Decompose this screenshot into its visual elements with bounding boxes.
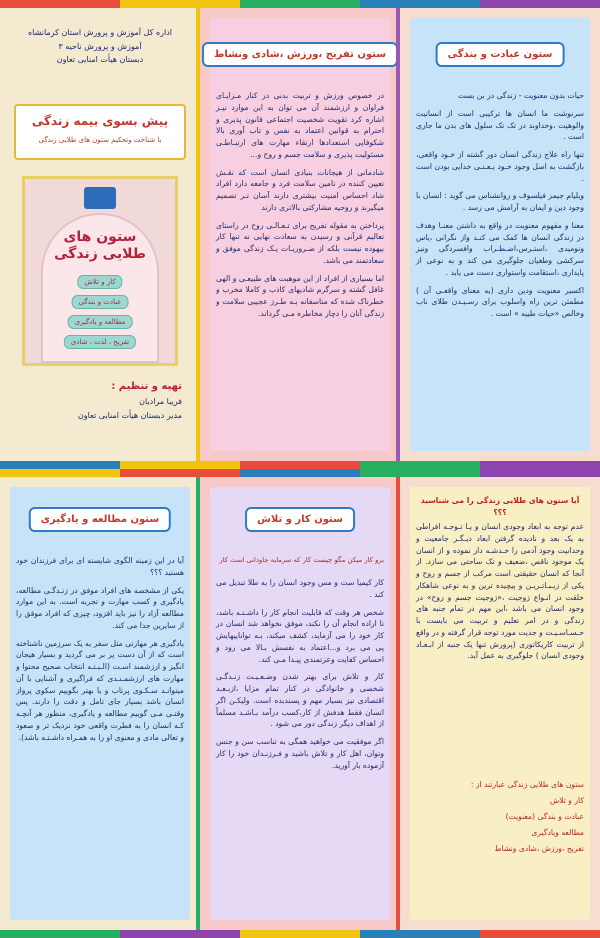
paragraph: اکسیر معنویت ودین داری (به معنای واقعـی آن ) مطمئن ترین راه واسلوب برای رسـیـدن طلای ناب وخالص «حیات طیبه » است . [416,285,584,319]
pillar-pill: کار و تلاش [77,275,122,289]
list-title: ستون های طلایی زندگی عبارتند از : [470,780,584,789]
fun-body [216,90,384,326]
author-credit [18,378,182,422]
paragraph: تنها راه علاج زندگی انسان دور گشته از خـود واقعی، بازگشت به اصل وجود خـود یـعـنـی خدایی بودن است . [416,150,584,183]
study-body [16,555,184,749]
paragraph: در خصوص ورزش و تربیت بدنی در کنار مـزایـای فراوان و ارزشمند آن می توان به این موارد نیـز اشاره کرد تقویت شخصیت اجتماعی قانون پذیری و احترام به قوانین اعتماد به نفس و تاب آوری بالا شکوفایی استعدادها ارتقاء مهارت های ارتبـاطـی مسئولیت پذیری و سلامت جسم و روح و... [216,91,384,159]
color-stripe [0,461,600,469]
pillars-panel [400,477,600,930]
pillars-list [416,777,584,857]
paragraph: اگر موفقیت می خواهید همگی به تناسب سن و جنس وتوان، اهل کار و تلاش باشید و فـرزنـدان خود را کار آزموده بار آورید. [216,737,384,770]
paragraph: یکی از مشخصه های افراد موفق در زنـدگـی مطالعه، یادگیری و کسب مهارت و تجربه است. به این موارد مطالعه آزاد را نیز باید افزود، چیزی که افراد موفق را از سایرین جدا می کند. [16,585,184,630]
org-line: اداره کل آموزش و پرورش استان کرمانشاه [27,28,173,37]
list-item: مطالعه ویادگیری [531,827,584,837]
org-line: دبستان هیأت امنایی تعاون [56,55,144,65]
cover-subtitle: با شناخت وتحکیم ستون های طلایی زندگی [38,136,162,144]
paragraph: پرداختن به مقوله تفریح برای تـعـالـی روح در راستای تعالیم قرآنی و رسیدن به سعادت نهایی نه تنها کار بیهوده نیست بلکه از ضـروریـات یـک زندگی موفق و سعادتمند می باشد. [216,220,384,265]
illustration-title-line: طلایی زندگی [54,245,146,262]
color-stripe [0,469,600,477]
color-stripe [0,0,600,8]
illustration-title [25,229,175,263]
pillar-pill: عبادت و بندگی [72,295,129,309]
paragraph: یادگیری هر مهارتی مثل سفر به یک سرزمین ناشناخته است که از آن دست پر بر می گردید و بسیار هیجان انگیز و ارزشمند اسـت (الـبـتـه انتخاب صحیح محتوا و مهارت های ارزشمـنـدی که فراگیری و آشنایی با آن میتوانـد سـکـوی پرتاب و یا بهتر بگوییم سکوی پرواز انسان باشد بسیار جای تامل و دقت را دارند. پس وقتـی مـی گوییم مطالعه و یادگیری، منظور هر آنچـه کـه انسان را به فطرت واقعی خود نزدیک تر و صعود و تعالی مادی و معنوی او را به همـراه داشـتـه باشد). [16,638,184,742]
paragraph: آیا در این زمینه الگوی شایسته ای برای فرزندان خود هستید ؟؟؟ [16,556,184,577]
paragraph: شخص هر وقت که قابلیت انجام کار را داشـتـه باشد، تا اراده انجام آن را نکند، موفق نخواهد شد انسان در کار خود را می آزماید، کشف میکند، بـه تواناییهایش پی می برد و...اعتماد به نفسش بـالا می رود و احساس کفایت وعزتمندی پیـدا مـی کند. [216,607,384,664]
pillar-pill: تفریح ، لذت ، شادی [64,335,136,349]
study-heading: ستون مطالعه و یادگیری [29,507,171,532]
work-quote: برو کار میکن مگو چیست کار که سرمایه جاودانی است کار [219,556,384,564]
work-panel [200,477,400,930]
paragraph: ویلیام جیمز فیلسوف و روانشناس می گوید : انسان با وجود دین و ایمان به آرامش می رسد . [416,191,584,213]
paragraph: سرنوشت ما انسان ها ترکیبی است از انسانیت والوهیت ،وخداوند در تک تک سلول های بدن ما جاری است . [416,108,584,142]
paragraph: کار کیمیا ست و مس وجود انسان را به طلا تبدیل می کند . [216,578,384,599]
cover-panel [0,8,200,461]
fun-panel [200,8,400,461]
list-item: تفریح ،ورزش ،شادی ونشاط [494,843,584,853]
study-panel [0,477,200,930]
author-name: فریبا مرادیان [139,397,182,406]
worship-panel [400,8,600,461]
paragraph: حیات بدون معنویت - زندگی در بن بست [458,91,584,100]
cover-title-box [14,104,186,160]
work-body [216,577,384,777]
paragraph: شادمانی از هیجانات بنیادی انسان است که نقـش تعیین کننده در تامین سلامت فرد و جامعه دارد افراد شاد احساس امنیت بیشتری دارند آسان تـر تصمیم میگیرند و روحیه مشارکتی بالاتری دارند [216,167,384,212]
pillars-body [416,521,584,668]
color-stripe [0,930,600,938]
brochure-inside [0,469,600,938]
paragraph: معنا و مفهوم معنویت در واقع به داشتن معنـا وهدف در زندگی انسان ها کمک می کنـد واز نگرانی ،یاس ونومیدی ،استـرس،اضـطـراب وافسردگی ونیز سرکشی وطغیان جلوگیری می کند و به نوعی از پایداری ،استقامت واستواری دست می یابد . [416,220,584,277]
credit-label: تهیه و تنظیم : [111,381,182,392]
worship-heading: ستون عبادت و بندگی [436,42,565,67]
illustration-title-line: ستون های [63,229,137,245]
paragraph: عدم توجه به ابعاد وجودی انسان و یـا تـوجـه افراطی به یک بعد و نادیده گرفتن ابعاد دیـگـر جامعیت و وحدانیت وجود آدمی را خـدشـه دار نموده و از انسان یک موجود ناقص ،ضعیف و تک ساحتی می سازد. از آنجا که انسان حقیقتی است مرکب از جسم و روح و یکی از زیـبـاتـریـن و پیچیده ترین و به نوعی شاهکار خلقت در انـواع زوجیت ،«زوجیت جسم و روح» در وجود انسان می باشد ،این مهم در تمام جنبه های زندگی و در امر تعلیم و تربیت می بایست با حـسـاسـیـت و جدیت مورد توجه قرار گرفته و در واقع از تربیت کاریکاتوری (پرورش تنها یک جنبه از ابـعـاد وجودی انسان ) جلوگیری به عمل آید. [416,522,584,661]
school-emblem-icon [84,187,116,209]
worship-body [416,90,584,326]
work-heading: ستون کار و تلاش [245,507,355,532]
list-item: کار و تلاش [549,795,584,805]
author-role: مدیر دبستان هیأت امنایی تعاون [77,410,182,420]
paragraph: کار و تلاش برای بهتر شدن وضـعـیـت زنـدگـی شخصی و خانوادگی در کنار تمام مزایا ،ازبـعـد اقتصادی نیز بسیار مهم و پسندیده است. ولیکـن اگر انسان فقط هدفش از کار،کسب درآمد بـاشـد مسلماً از اهداف دیگر زندگی دور می شود . [216,672,384,729]
cover-illustration [22,176,178,366]
cover-title: پیش بسوی بیمه زندگی [31,114,169,128]
org-line: آموزش و پرورش ناحیه ۳ [58,41,142,51]
organization-header [18,26,182,67]
pillar-pill: مطالعه و یادگیری [68,315,133,329]
fun-heading: ستون تفریح ،ورزش ،شادی ونشاط [202,42,398,67]
paragraph: اما بسیاری از افراد از این موهبت های طبیعـی و الهی غافل گشته و سرگرم شادیهای کاذب و کاملا مخرب و خطرناک شده که متاسفانه بـه طـرز عجیبی سلامت و زندگی آنان را دچار مخاطره مـی گرداند. [216,273,384,319]
list-item: عبادت و بندگی (معنویت) [505,811,584,821]
pillars-heading: آیا ستون های طلایی زندگی را می شناسید ؟؟؟ [420,496,580,517]
